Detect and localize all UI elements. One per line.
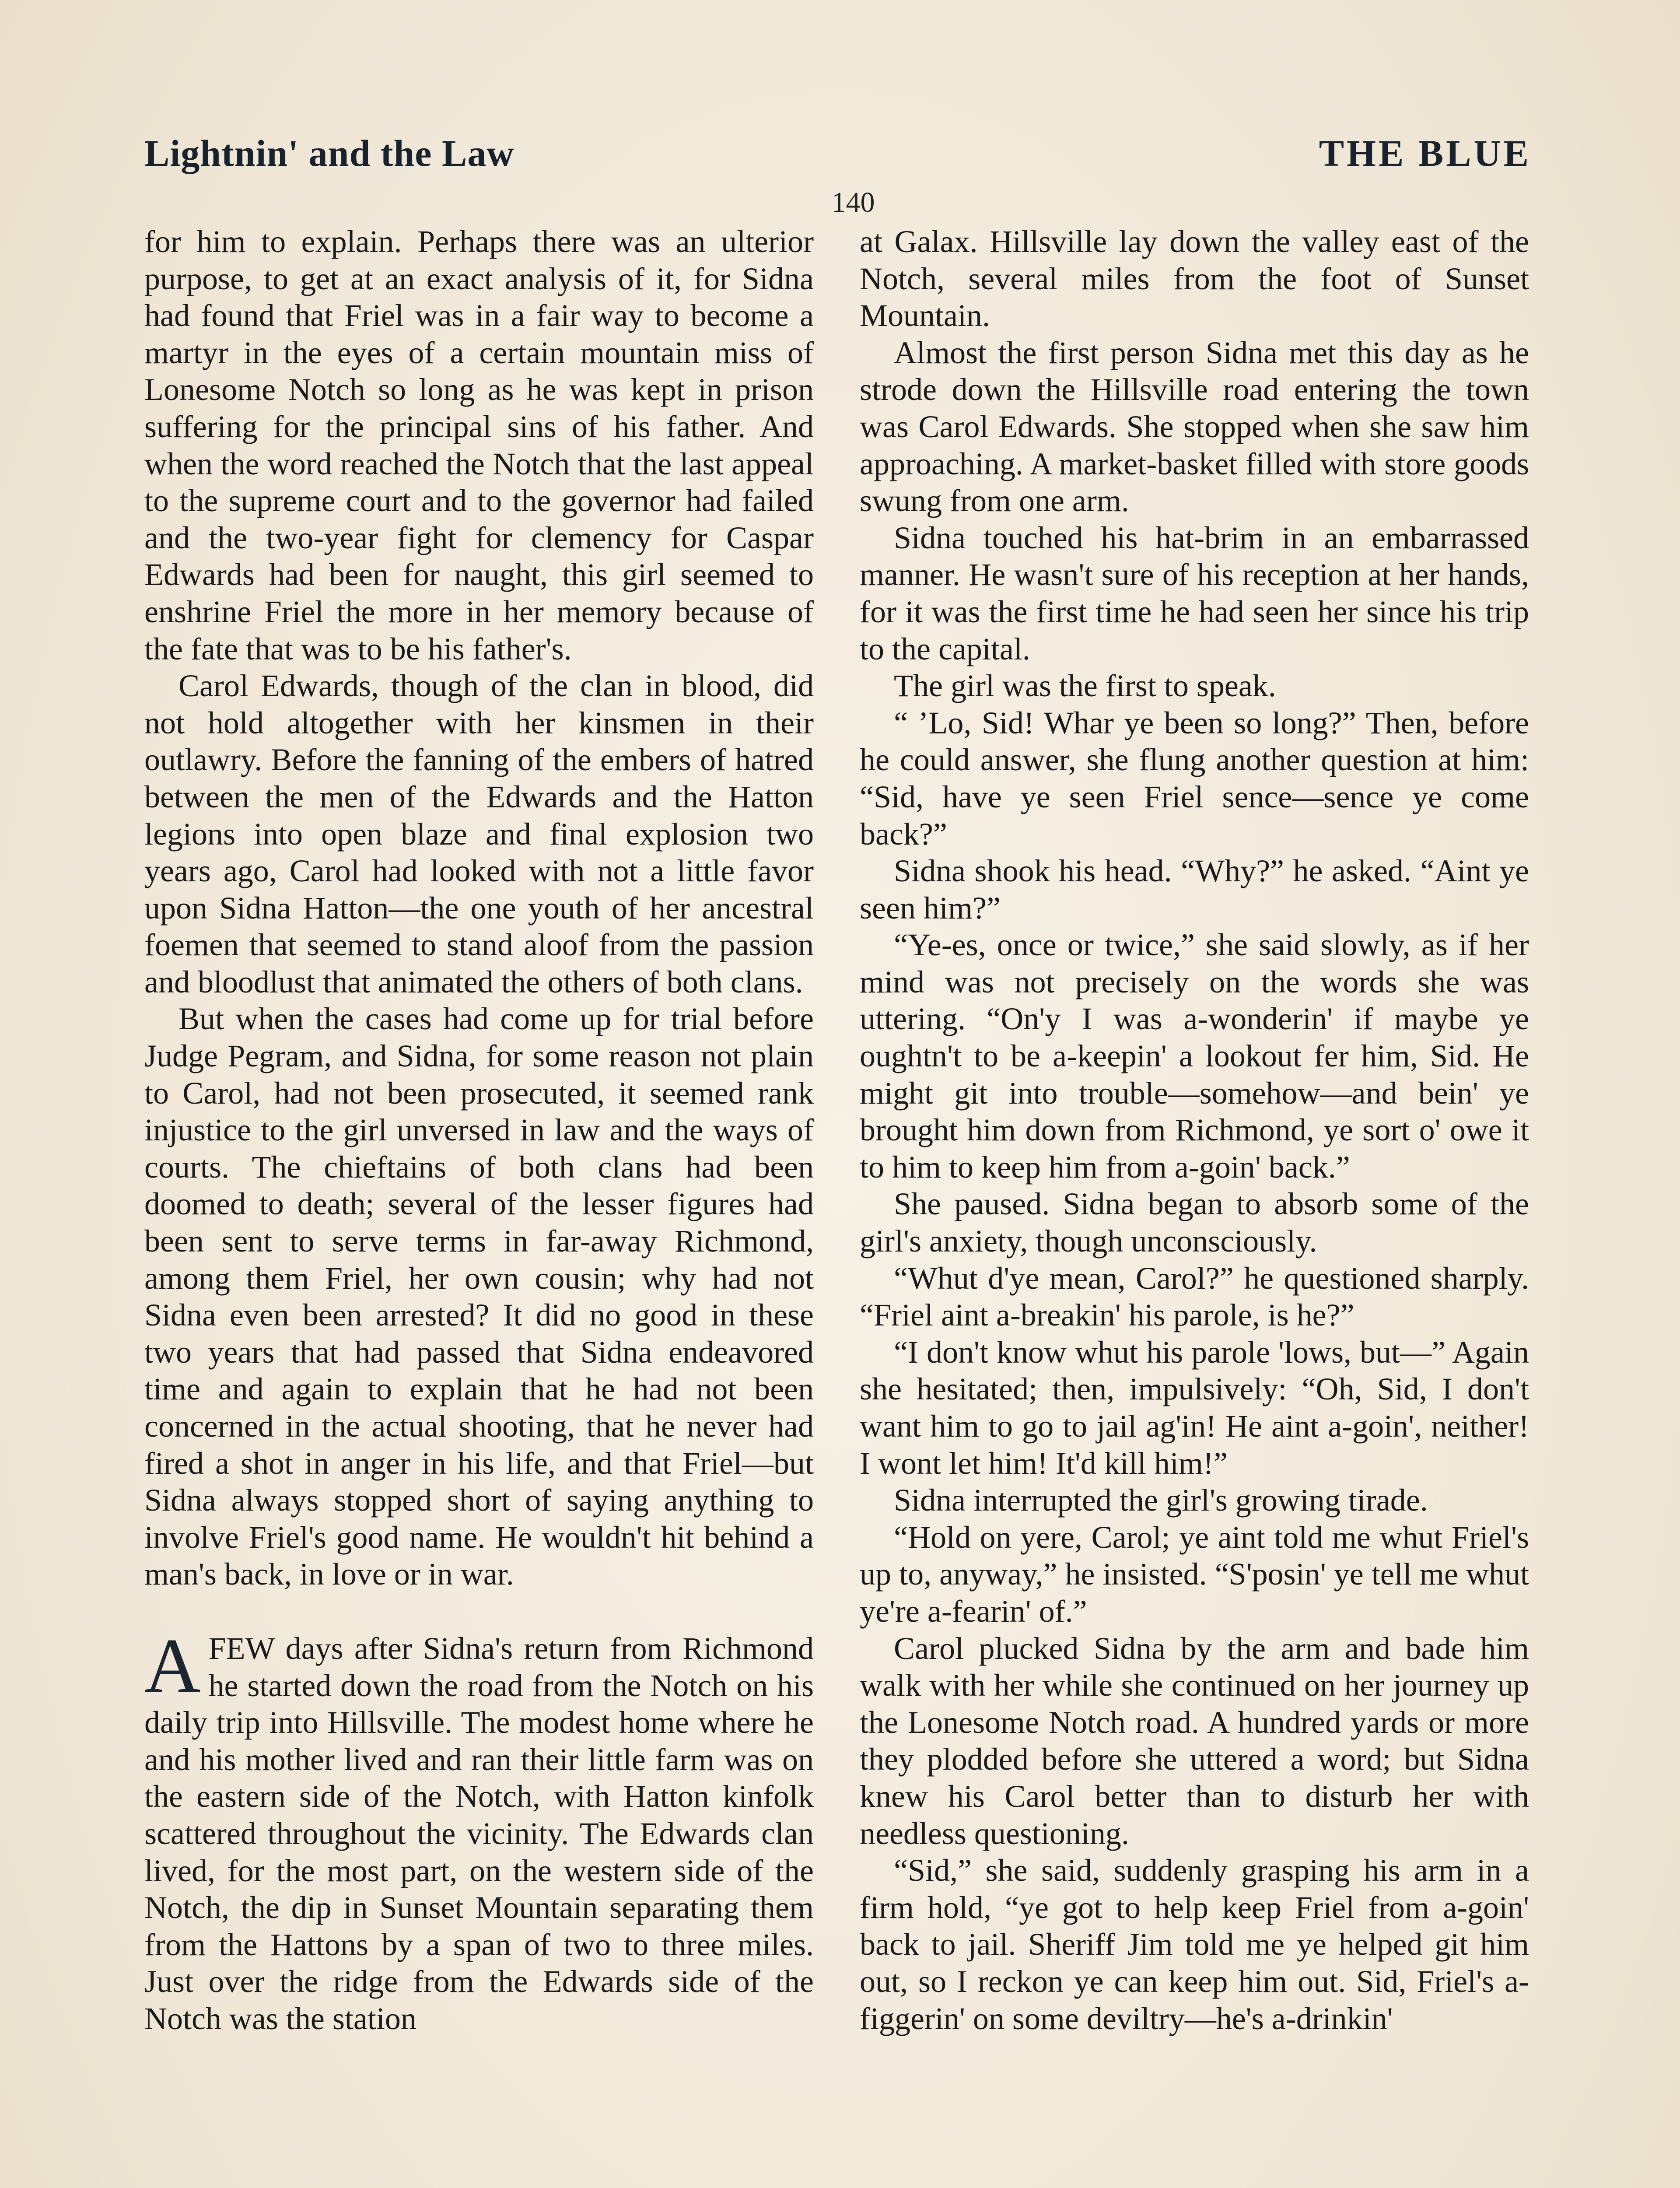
section-text: FEW days after Sidna's return from Richmond he started down the road from the Notch on his daily trip into Hillsville. The modest home where he and his mother lived and ran their little farm was on the eastern side of the Notch, with Hatton kinfolk scattered throughout the vicinity. The Edwards clan lived, for the most part, on the western side of the Notch, the dip in Sunset Mountain separating them from the Hattons by a span of two to three miles. Just over the ridge from the Edwards side of the Notch was the station xyxy=(144,1630,814,2036)
section-paragraph xyxy=(144,1622,814,2037)
paragraph: Carol plucked Sidna by the arm and bade him walk with her while she continued on her journey up the Lonesome Notch road. A hundred yards or more they plodded before she uttered a word; but Sidna knew his Carol better than to disturb her with needless questioning. xyxy=(860,1630,1529,1851)
paragraph: The girl was the first to speak. xyxy=(894,668,1276,704)
page-number: 140 xyxy=(831,186,875,218)
text-column-right xyxy=(860,223,1529,2188)
paragraph: “Hold on yere, Carol; ye aint told me whut Friel's up to, anyway,” he insisted. “S'posin' ye tell me whut ye're a-fearin' of.” xyxy=(860,1519,1529,1629)
paragraph: Sidna shook his head. “Why?” he asked. “Aint ye seen him?” xyxy=(860,853,1529,926)
paragraph: Carol Edwards, though of the clan in blood, did not hold altogether with her kinsmen in their outlawry. Before the fanning of the embers of hatred between the men of the Edwards and the Hatton legions into open blaze and final explosion two years ago, Carol had looked with not a little favor upon Sidna Hatton—the one youth of her ancestral foemen that seemed to stand aloof from the passion and bloodlust that animated the others of both clans. xyxy=(144,668,814,999)
drop-cap: A xyxy=(144,1622,201,1709)
paragraph: Sidna touched his hat-brim in an embarrassed manner. He wasn't sure of his reception at her hands, for it was the first time he had seen her since his trip to the capital. xyxy=(860,520,1529,666)
paragraph: at Galax. Hillsville lay down the valley east of the Notch, several miles from the foot of Sunset Mountain. xyxy=(860,224,1529,333)
paragraph: “ ’Lo, Sid! Whar ye been so long?” Then, before he could answer, she flung another question at him: “Sid, have ye seen Friel sence—sence ye come back?” xyxy=(860,705,1529,852)
paragraph: “I don't know whut his parole 'lows, but—” Again she hesitated; then, impulsively: “Oh, Sid, I don't want him to go to jail ag'in! He aint a-goin', neither! I wont let him! It'd kill him!” xyxy=(860,1334,1529,1481)
paragraph: “Whut d'ye mean, Carol?” he questioned sharply. “Friel aint a-breakin' his parole, is he?” xyxy=(860,1260,1529,1333)
running-head-title: Lightnin' and the Law xyxy=(144,132,514,174)
running-head-magazine: THE BLUE xyxy=(1319,132,1531,174)
paragraph: for him to explain. Perhaps there was an ulterior purpose, to get at an exact analysis of it, for Sidna had found that Friel was in a fair way to become a martyr in the eyes of a certain mountain miss of Lonesome Notch so long as he was kept in prison suffering for the principal sins of his father. And when the word reached the Notch that the last appeal to the supreme court and to the governor had failed and the two-year fight for clemency for Caspar Edwards had been for naught, this girl seemed to enshrine Friel the more in her memory because of the fate that was to be his father's. xyxy=(144,224,814,666)
paragraph: But when the cases had come up for trial before Judge Pegram, and Sidna, for some reason not plain to Carol, had not been prosecuted, it seemed rank injustice to the girl unversed in law and the ways of courts. The chieftains of both clans had been doomed to death; several of the lesser figures had been sent to serve terms in far-away Richmond, among them Friel, her own cousin; why had not Sidna even been arrested? It did no good in these two years that had passed that Sidna endeavored time and again to explain that he had not been concerned in the actual shooting, that he never had fired a shot in anger in his life, and that Friel—but Sidna always stopped short of saying anything to involve Friel's good name. He wouldn't hit behind a man's back, in love or in war. xyxy=(144,1001,814,1592)
paragraph: “Ye-es, once or twice,” she said slowly, as if her mind was not precisely on the words she was uttering. “On'y I was a-wonderin' if maybe ye oughtn't to be a-keepin' a lookout fer him, Sid. He might git into trouble—somehow—and bein' ye brought him down from Richmond, ye sort o' owe it to him to keep him from a-goin' back.” xyxy=(860,927,1529,1185)
paragraph: Sidna interrupted the girl's growing tirade. xyxy=(894,1483,1428,1518)
paragraph: She paused. Sidna began to absorb some of the girl's anxiety, though unconsciously. xyxy=(860,1186,1529,1259)
paragraph: Almost the first person Sidna met this day as he strode down the Hillsville road entering the town was Carol Edwards. She stopped when she saw him approaching. A market-basket filled with store goods swung from one arm. xyxy=(860,335,1529,519)
paragraph: “Sid,” she said, suddenly grasping his arm in a firm hold, “ye got to help keep Friel from a-goin' back to jail. Sheriff Jim told me ye helped git him out, so I reckon ye can keep him out. Sid, Friel's a-figgerin' on some deviltry—he's a-drinkin' xyxy=(860,1853,1529,2036)
text-column-left xyxy=(144,223,814,2188)
